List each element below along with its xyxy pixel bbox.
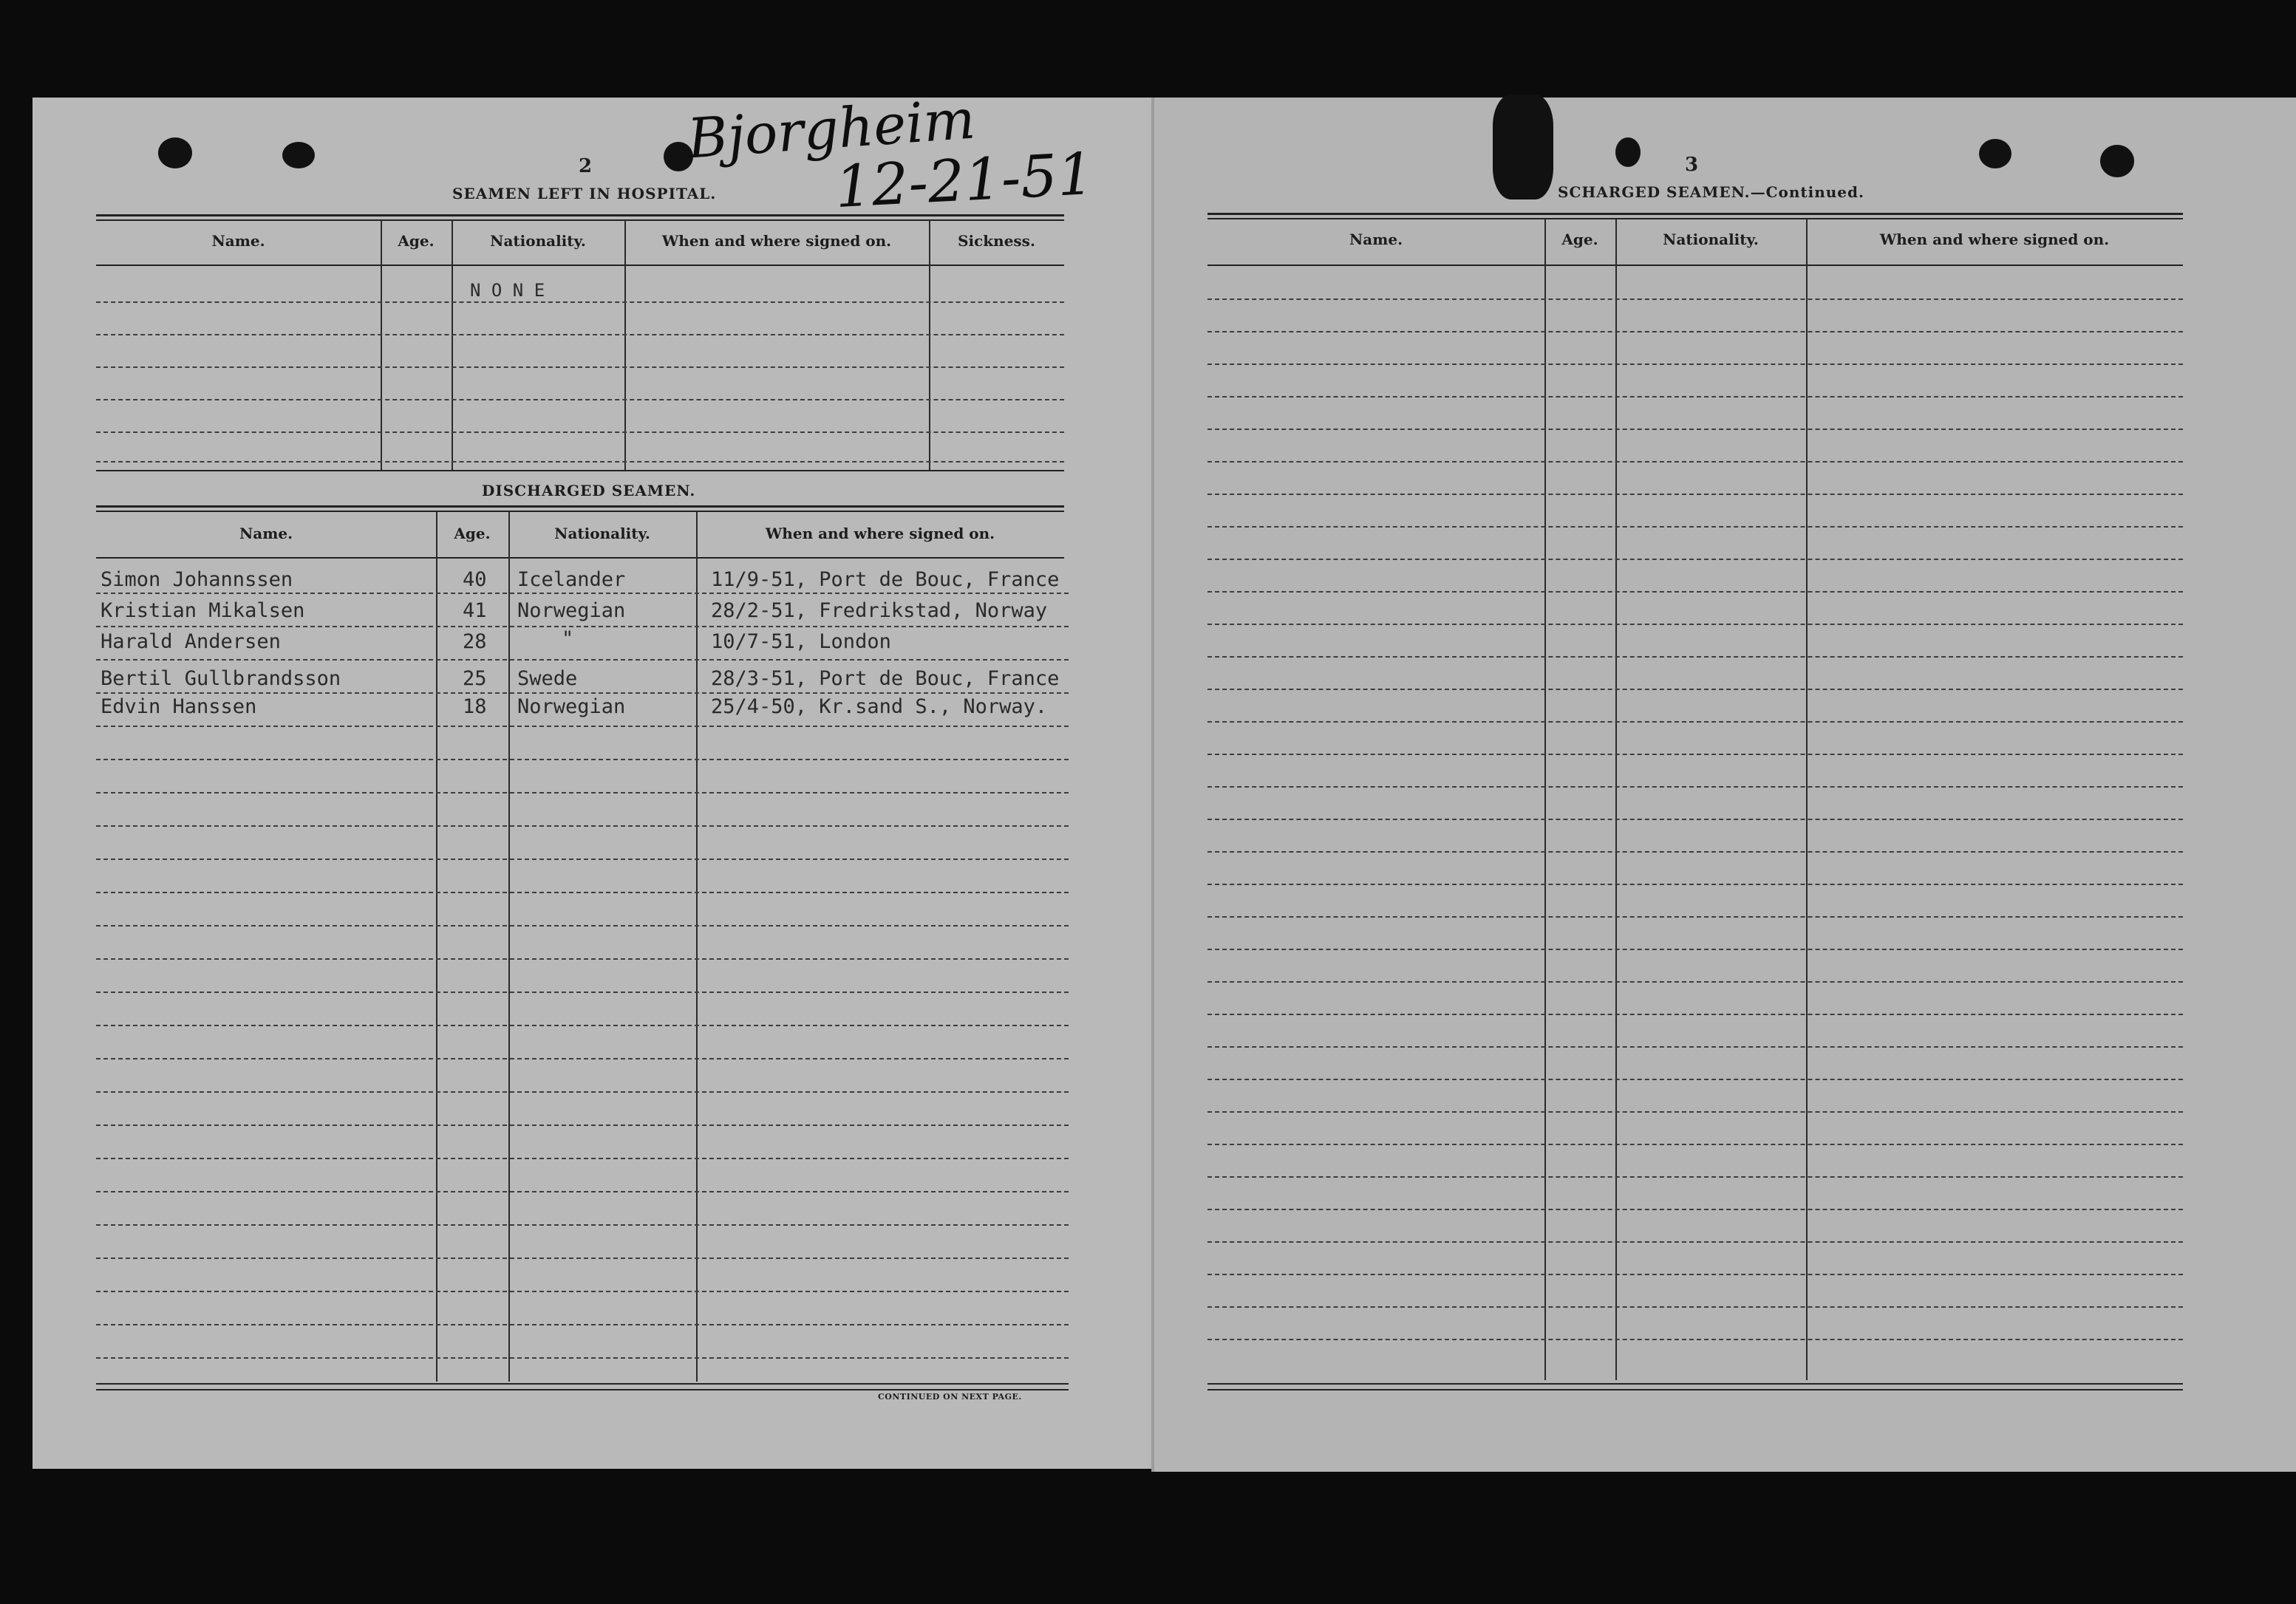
seaman-name: Harald Andersen	[101, 630, 281, 653]
seaman-name: Kristian Mikalsen	[101, 599, 305, 622]
entry-line	[96, 1224, 1069, 1226]
table-rule	[1207, 1389, 2183, 1390]
entry-line	[96, 334, 1064, 335]
seaman-signed-on: 10/7-51, London	[711, 630, 891, 653]
page-number: 2	[579, 155, 593, 177]
entry-line	[1207, 1306, 2183, 1308]
entry-line	[96, 792, 1069, 794]
punch-hole	[282, 142, 315, 168]
seaman-age: 41	[463, 599, 487, 622]
entry-line	[96, 692, 1069, 694]
column-divider	[1615, 219, 1617, 1380]
seaman-age: 18	[463, 695, 487, 718]
punch-hole	[158, 137, 192, 168]
entry-line	[96, 399, 1064, 400]
entry-line	[1207, 949, 2183, 950]
entry-line	[1207, 396, 2183, 397]
entry-line	[1207, 786, 2183, 788]
column-header-signed-on: When and where signed on.	[661, 232, 892, 250]
table-rule	[96, 557, 1064, 559]
discharged-continued-title: SCHARGED SEAMEN.—Continued.	[1558, 183, 1864, 201]
entry-line	[1207, 526, 2183, 528]
seaman-age: 25	[463, 667, 487, 690]
entry-line	[1207, 591, 2183, 593]
column-header-signed-on: When and where signed on.	[765, 525, 995, 542]
entry-line	[96, 1324, 1069, 1325]
entry-line	[1207, 1111, 2183, 1113]
entry-line	[96, 1058, 1069, 1059]
column-divider	[508, 511, 510, 1382]
seaman-nationality: Swede	[517, 667, 578, 690]
table-rule	[1207, 265, 2183, 266]
page-number: 3	[1685, 154, 1699, 176]
entry-line	[1207, 331, 2183, 332]
entry-line	[96, 925, 1069, 926]
entry-line	[96, 659, 1069, 661]
entry-line	[1207, 1079, 2183, 1080]
seaman-signed-on: 25/4-50, Kr.sand S., Norway.	[711, 695, 1048, 718]
entry-line	[96, 1257, 1069, 1259]
entry-line	[96, 461, 1064, 463]
table-rule	[1207, 218, 2183, 219]
left-page	[33, 98, 1153, 1469]
handwritten-date: 12-21-51	[833, 140, 1096, 222]
column-header-sickness: Sickness.	[958, 232, 1035, 250]
column-divider	[1544, 219, 1546, 1380]
entry-line	[96, 431, 1064, 433]
seaman-nationality: Norwegian	[517, 695, 626, 718]
entry-line	[1207, 494, 2183, 495]
column-divider	[1806, 219, 1808, 1380]
seaman-nationality: "	[562, 627, 574, 650]
column-header-nationality: Nationality.	[490, 232, 586, 250]
table-rule	[96, 1383, 1069, 1385]
seaman-signed-on: 28/2-51, Fredrikstad, Norway	[711, 599, 1048, 622]
entry-line	[1207, 1046, 2183, 1048]
entry-line	[1207, 1144, 2183, 1145]
handwritten-ship-name: Bjorgheim	[685, 87, 978, 171]
entry-line	[96, 1158, 1069, 1159]
entry-line	[1207, 884, 2183, 885]
entry-line	[1207, 754, 2183, 755]
entry-line	[1207, 559, 2183, 560]
column-header-age: Age.	[454, 525, 491, 542]
entry-line	[96, 593, 1069, 594]
seaman-signed-on: 11/9-51, Port de Bouc, France	[711, 568, 1060, 591]
column-header-name: Name.	[1349, 231, 1403, 248]
entry-line	[96, 1091, 1069, 1093]
table-rule	[1207, 1383, 2183, 1385]
table-rule	[96, 505, 1064, 508]
entry-line	[1207, 461, 2183, 463]
entry-line	[96, 892, 1069, 893]
entry-line	[96, 825, 1069, 827]
continued-footer: CONTINUED ON NEXT PAGE.	[878, 1392, 1022, 1402]
entry-line	[96, 1124, 1069, 1126]
discharged-section-title: DISCHARGED SEAMEN.	[482, 482, 696, 499]
entry-line	[1207, 656, 2183, 658]
entry-line	[1207, 1176, 2183, 1178]
entry-line	[1207, 916, 2183, 918]
entry-line	[96, 301, 1064, 303]
entry-line	[96, 1357, 1069, 1359]
seaman-nationality: Norwegian	[517, 599, 626, 622]
entry-line	[96, 958, 1069, 960]
punch-hole	[1979, 139, 2011, 168]
table-rule	[96, 470, 1064, 471]
column-divider	[436, 511, 437, 1382]
table-rule	[96, 219, 1064, 221]
column-header-name: Name.	[239, 525, 293, 542]
column-divider	[696, 511, 698, 1382]
seaman-age: 40	[463, 568, 487, 591]
hospital-entry: N O N E	[470, 280, 545, 301]
entry-line	[96, 726, 1069, 727]
table-rule	[1207, 213, 2183, 215]
column-header-age: Age.	[1561, 231, 1598, 248]
seaman-nationality: Icelander	[517, 568, 626, 591]
seaman-signed-on: 28/3-51, Port de Bouc, France	[711, 667, 1060, 690]
right-page	[1153, 98, 2296, 1472]
seaman-name: Edvin Hanssen	[101, 695, 257, 718]
column-header-name: Name.	[211, 232, 265, 250]
table-rule	[96, 1389, 1069, 1390]
hospital-section-title: SEAMEN LEFT IN HOSPITAL.	[452, 185, 717, 202]
seaman-name: Simon Johannssen	[101, 568, 293, 591]
column-header-signed-on: When and where signed on.	[1879, 231, 2110, 248]
entry-line	[1207, 721, 2183, 723]
table-rule	[96, 214, 1064, 216]
column-header-nationality: Nationality.	[554, 525, 650, 542]
entry-line	[1207, 429, 2183, 430]
entry-line	[96, 759, 1069, 760]
page-gutter	[1151, 98, 1154, 1472]
column-header-age: Age.	[398, 232, 435, 250]
seaman-name: Bertil Gullbrandsson	[101, 667, 341, 690]
entry-line	[1207, 819, 2183, 820]
entry-line	[1207, 1274, 2183, 1275]
column-header-nationality: Nationality.	[1663, 231, 1759, 248]
entry-line	[96, 626, 1069, 627]
page-tear	[1493, 95, 1553, 199]
entry-line	[1207, 1339, 2183, 1340]
entry-line	[1207, 364, 2183, 365]
entry-line	[1207, 689, 2183, 690]
entry-line	[96, 1291, 1069, 1292]
table-rule	[96, 265, 1064, 266]
entry-line	[96, 992, 1069, 993]
seaman-age: 28	[463, 630, 487, 653]
punch-hole	[2100, 145, 2134, 177]
entry-line	[96, 1191, 1069, 1192]
table-rule	[96, 511, 1064, 512]
entry-line	[1207, 1241, 2183, 1243]
entry-line	[96, 1025, 1069, 1026]
punch-hole	[1615, 137, 1641, 167]
entry-line	[1207, 851, 2183, 853]
entry-line	[1207, 624, 2183, 625]
entry-line	[1207, 981, 2183, 983]
entry-line	[1207, 1209, 2183, 1210]
entry-line	[1207, 1014, 2183, 1015]
entry-line	[96, 859, 1069, 860]
entry-line	[96, 366, 1064, 368]
entry-line	[1207, 298, 2183, 300]
